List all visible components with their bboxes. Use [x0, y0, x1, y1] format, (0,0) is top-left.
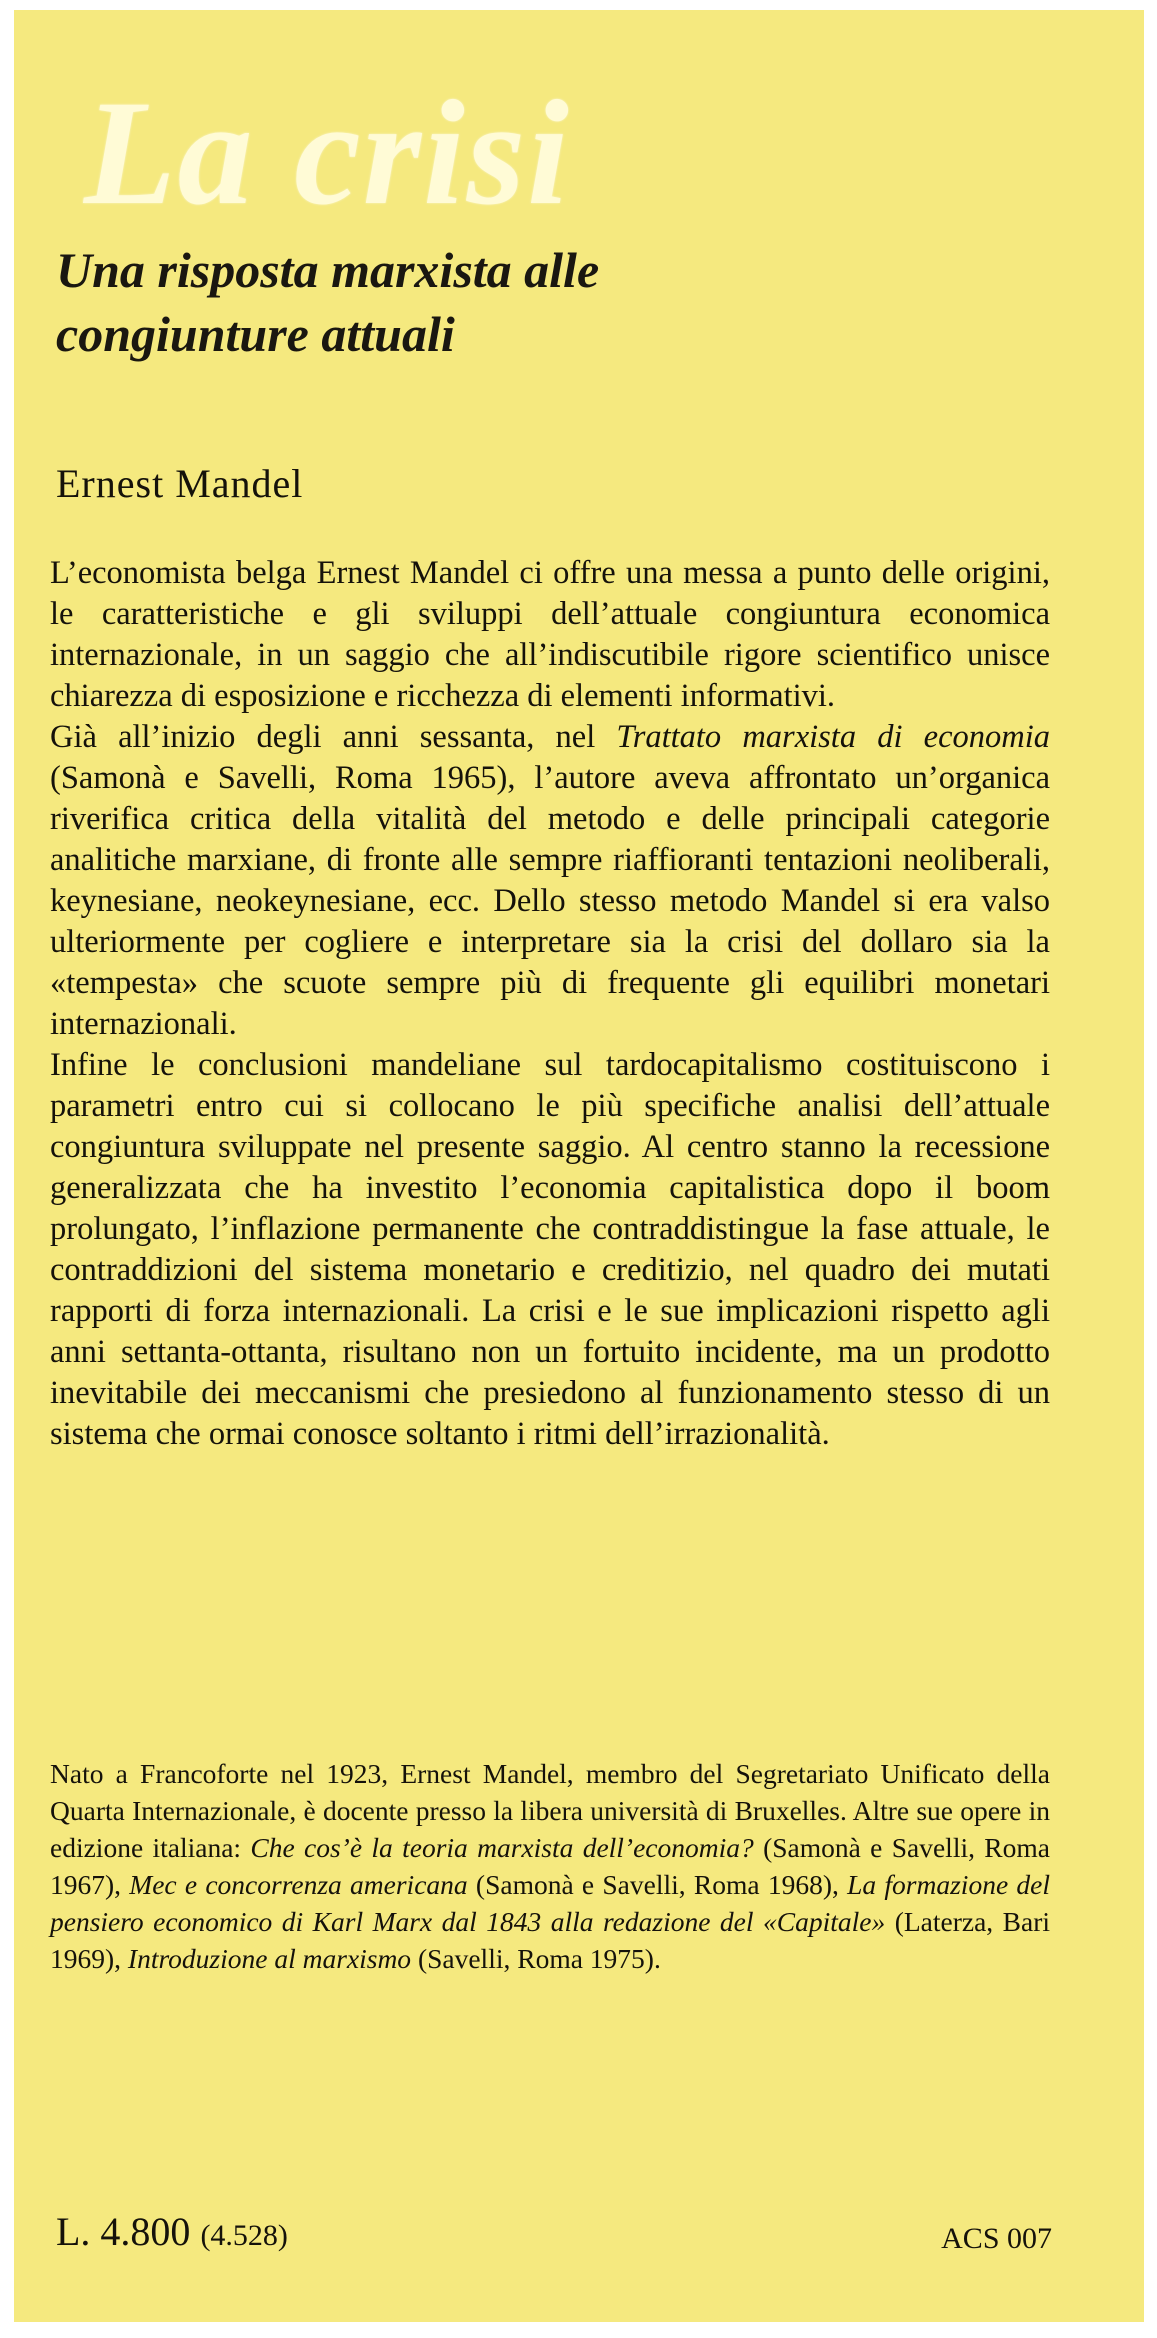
price — [56, 2208, 288, 2255]
book-back-cover — [14, 10, 1144, 2322]
book-reference: Introduzione al marxismo — [127, 1943, 412, 1974]
description-text: Già all’inizio degli anni sessanta, nel — [50, 719, 617, 755]
biography-text: (Laterza, Bari 1969), — [50, 1906, 1050, 1974]
book-reference: La formazione del pensiero economico di Karl Marx dal 1843 alla redazione del «Capitale» — [50, 1869, 1051, 1937]
book-subtitle — [56, 238, 599, 366]
subtitle-line-2: congiunture attuali — [56, 306, 455, 362]
book-reference: Mec e concorrenza americana — [129, 1869, 468, 1900]
biography-paragraph — [50, 1755, 1050, 1977]
biography-text: Nato a Francoforte nel 1923, Ernest Mandel, membro del Segretariato Unificato della Quarta Internazionale, è docente presso la libera università di Bruxelles. Altre sue opere in edizione italiana: — [50, 1758, 1050, 1863]
description-paragraph-3: Infine le conclusioni mandeliane sul tardocapitalismo costituiscono i parametri entro cui si collocano le più specifiche analisi dell’attuale congiuntura sviluppate nel presente saggio. Al centro stanno la recessione generalizzata che ha investito l’economia capitalistica dopo il boom prolungato, l’inflazione permanente che contraddistingue la fase attuale, le contraddizioni del sistema monetario e creditizio, nel quadro dei mutati rapporti di forza internazionali. La crisi e le sue implicazioni rispetto agli anni settanta-ottanta, risultano non un fortuito incidente, ma un prodotto inevitabile dei meccanismi che presiedono al funzionamento stesso di un sistema che ormai conosce soltanto i ritmi dell’irrazionalità. — [50, 1047, 1050, 1452]
description-paragraph-1: L’economista belga Ernest Mandel ci offre una messa a punto delle origini, le caratteristiche e gli sviluppi dell’attuale congiuntura economica internazionale, in un saggio che all’indiscutibile rigore scientifico unisce chiarezza di esposizione e ricchezza di elementi informativi. — [50, 555, 1050, 714]
price-value: L. 4.800 — [56, 2209, 191, 2254]
author-biography — [50, 1755, 1050, 1977]
biography-text: (Samonà e Savelli, Roma 1967), — [50, 1832, 1050, 1900]
book-description — [50, 553, 1050, 1455]
biography-text: (Savelli, Roma 1975). — [411, 1943, 661, 1974]
catalog-code: ACS 007 — [941, 2222, 1052, 2255]
biography-text: (Samonà e Savelli, Roma 1968), — [467, 1869, 848, 1900]
description-paragraph-2 — [50, 717, 1050, 1045]
book-reference: Che cos’è la teoria marxista dell’economia? — [250, 1832, 754, 1863]
book-title: La crisi — [84, 70, 571, 236]
author-name: Ernest Mandel — [56, 461, 304, 506]
subtitle-line-1: Una risposta marxista alle — [56, 242, 600, 298]
price-alt-value: (4.528) — [200, 2219, 288, 2252]
description-text: (Samonà e Savelli, Roma 1965), l’autore aveva affrontato un’organica riverifica critica della vitalità del metodo e delle principali categorie analitiche marxiane, di fronte alle sempre riaffioranti tentazioni neoliberali, keynesiane, neokeynesiane, ecc. Dello stesso metodo Mandel si era valso ulteriormente per cogliere e interpretare sia la crisi del dollaro sia la «tempesta» che scuote sempre più di frequente gli equilibri monetari internazionali. — [50, 760, 1050, 1042]
book-reference: Trattato marxista di economia — [616, 719, 1050, 755]
